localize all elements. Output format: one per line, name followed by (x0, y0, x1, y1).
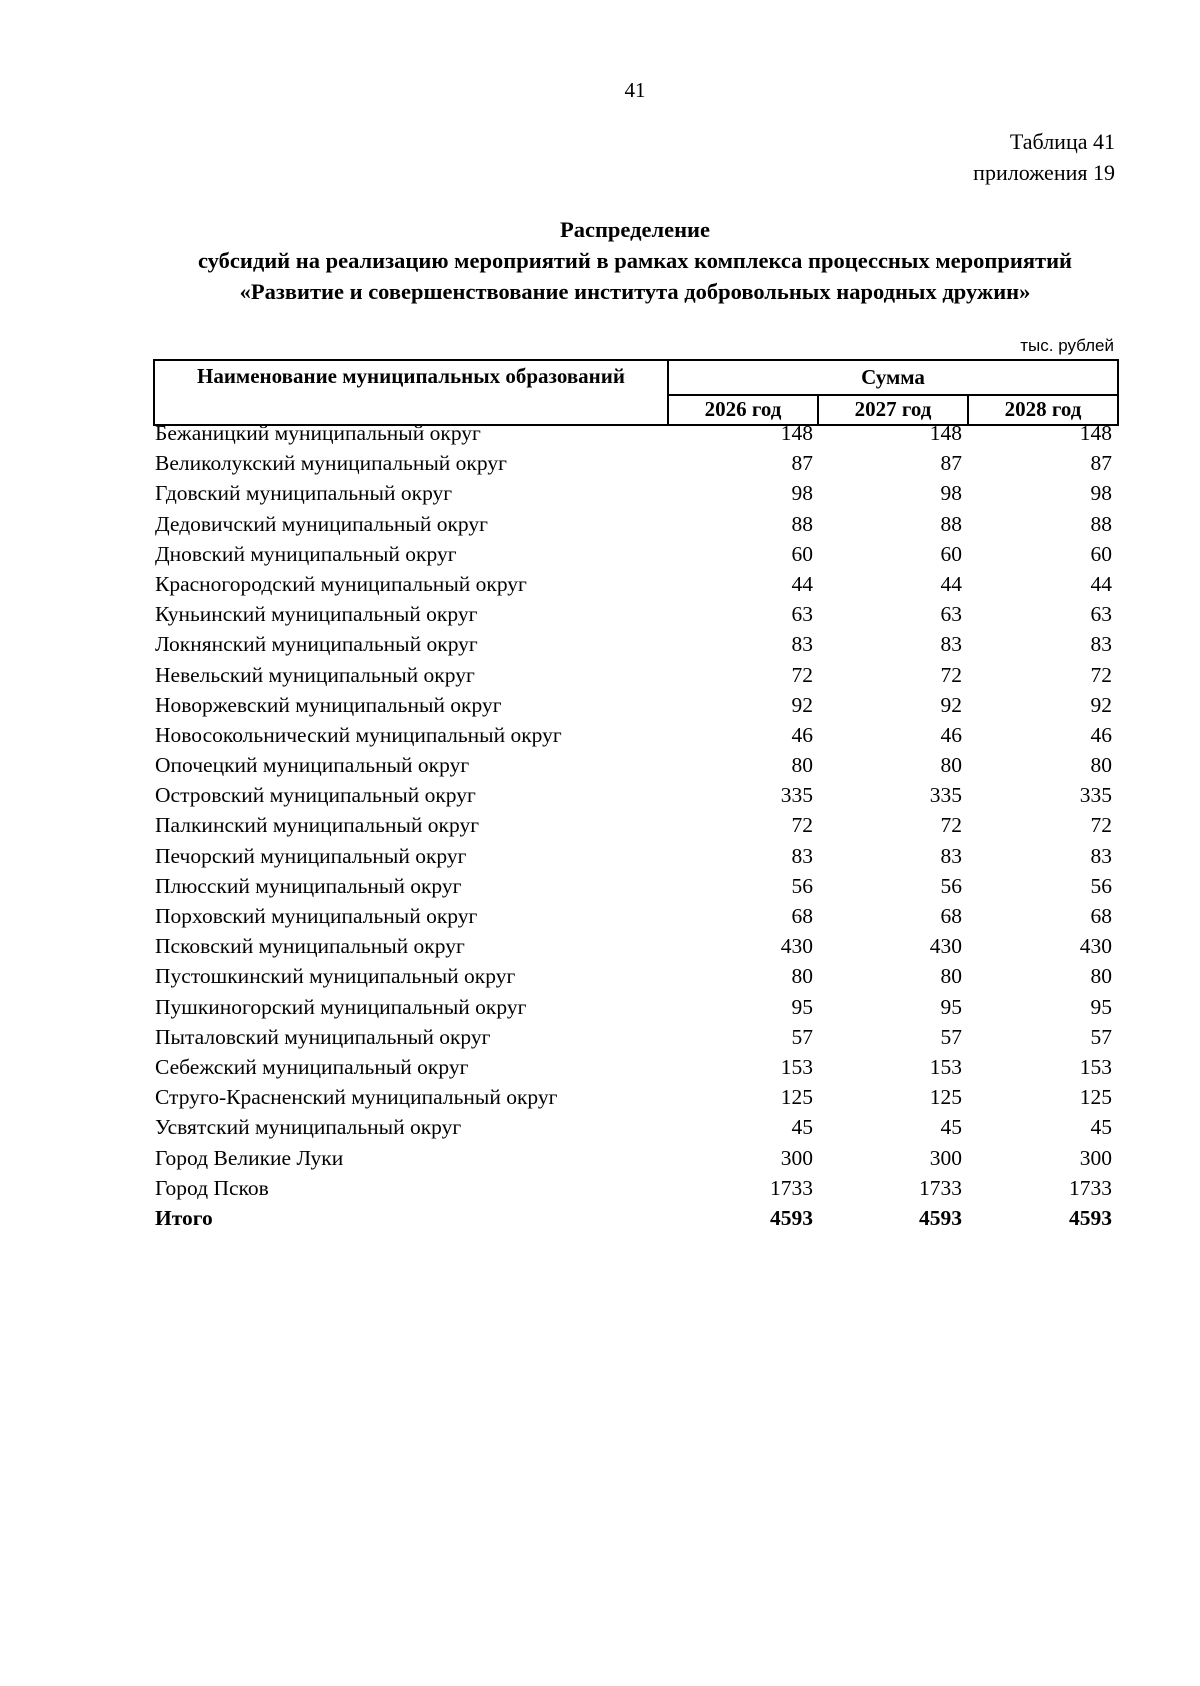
header-year-2027: 2027 год (818, 395, 968, 425)
amount-2027: 148 (929, 421, 962, 445)
municipality-name: Островский муниципальный округ (155, 783, 476, 808)
municipality-name: Печорский муниципальный округ (155, 843, 467, 868)
title-line3: «Развитие и совершенствование института добровольных народных дружин» (239, 279, 1031, 304)
table-row (155, 481, 1115, 511)
amount-2027: 68 (940, 904, 962, 928)
amount-2026: 153 (780, 1054, 813, 1079)
amount-2028: 153 (1079, 1054, 1112, 1079)
amount-2027: 80 (940, 753, 962, 778)
table-ref-line2: приложения 19 (973, 160, 1115, 185)
amount-2028: 56 (1090, 873, 1112, 898)
amount-2026: 80 (791, 964, 813, 989)
units-label: тыс. рублей (1020, 336, 1114, 355)
amount-2027: 72 (940, 662, 962, 687)
amount-2028: 44 (1090, 571, 1112, 596)
amount-2027: 300 (929, 1145, 962, 1170)
municipality-name: Порховский муниципальный округ (155, 904, 478, 928)
amount-2026: 72 (791, 813, 813, 838)
municipality-name: Великолукский муниципальный округ (155, 451, 507, 476)
amount-2026: 63 (791, 602, 813, 627)
amount-2026: 72 (791, 662, 813, 687)
amount-2026: 4593 (770, 1205, 813, 1230)
amount-2027: 44 (940, 571, 962, 596)
table-row (155, 964, 1115, 994)
amount-2028: 80 (1090, 753, 1112, 778)
amount-2028: 87 (1090, 451, 1112, 476)
amount-2027: 45 (940, 1115, 962, 1140)
amount-2026: 125 (780, 1085, 813, 1110)
municipality-name: Усвятский муниципальный округ (155, 1115, 462, 1140)
amount-2026: 83 (791, 632, 813, 657)
amount-2026: 57 (791, 1024, 813, 1049)
municipality-name: Новоржевский муниципальный округ (155, 692, 502, 717)
amount-2027: 95 (940, 994, 962, 1019)
amount-2028: 1733 (1069, 1175, 1112, 1200)
amount-2026: 98 (791, 481, 813, 506)
amount-2026: 95 (791, 994, 813, 1019)
table-row (155, 934, 1115, 964)
municipality-name: Локнянский муниципальный округ (155, 632, 478, 657)
amount-2028: 83 (1090, 843, 1112, 868)
table-row (155, 632, 1115, 662)
table-ref-line1: Таблица 41 (1009, 129, 1115, 154)
title-line2: субсидий на реализацию мероприятий в рамках комплекса процессных мероприятий (197, 248, 1073, 273)
document-title (0, 214, 1200, 307)
municipality-name: Дедовичский муниципальный округ (155, 511, 488, 536)
municipality-name: Плюсский муниципальный округ (155, 873, 462, 898)
municipality-name: Бежаницкий муниципальный округ (155, 421, 481, 445)
table-row (155, 1176, 1115, 1206)
amount-2026: 45 (791, 1115, 813, 1140)
amount-2026: 83 (791, 843, 813, 868)
amount-2026: 56 (791, 873, 813, 898)
table-row (155, 1115, 1115, 1145)
municipality-name: Красногородский муниципальный округ (155, 571, 527, 596)
amount-2028: 68 (1090, 904, 1112, 928)
total-row (155, 1206, 1115, 1236)
table-row (155, 421, 1115, 451)
amount-2028: 430 (1079, 934, 1112, 959)
municipality-name: Невельский муниципальный округ (155, 662, 475, 687)
amount-2028: 148 (1079, 421, 1112, 445)
table-row (155, 783, 1115, 813)
table-row (155, 451, 1115, 481)
page-number: 41 (624, 78, 646, 102)
amount-2027: 83 (940, 843, 962, 868)
amount-2026: 87 (791, 451, 813, 476)
amount-2027: 83 (940, 632, 962, 657)
amount-2026: 88 (791, 511, 813, 536)
amount-2026: 430 (780, 934, 813, 959)
amount-2028: 63 (1090, 602, 1112, 627)
table-row (155, 874, 1115, 904)
total-label: Итого (155, 1205, 213, 1230)
amount-2027: 125 (929, 1085, 962, 1110)
table-row (155, 1146, 1115, 1176)
municipality-name: Палкинский муниципальный округ (155, 813, 480, 838)
amount-2026: 44 (791, 571, 813, 596)
table-row (155, 663, 1115, 693)
municipality-name: Себежский муниципальный округ (155, 1054, 469, 1079)
municipality-name: Пустошкинский муниципальный округ (155, 964, 516, 989)
amount-2028: 300 (1079, 1145, 1112, 1170)
amount-2026: 335 (780, 783, 813, 808)
table-row (155, 1055, 1115, 1085)
municipality-name: Новосокольнический муниципальный округ (155, 722, 562, 747)
amount-2027: 56 (940, 873, 962, 898)
municipality-name: Опочецкий муниципальный округ (155, 753, 470, 778)
table-body (155, 421, 1115, 1236)
table-row (155, 602, 1115, 632)
table-row (155, 1085, 1115, 1115)
amount-2027: 46 (940, 722, 962, 747)
header-year-2026: 2026 год (668, 395, 818, 425)
amount-2027: 63 (940, 602, 962, 627)
table-reference (973, 126, 1115, 188)
amount-2028: 46 (1090, 722, 1112, 747)
table-row (155, 995, 1115, 1025)
amount-2027: 72 (940, 813, 962, 838)
amount-2027: 87 (940, 451, 962, 476)
amount-2026: 68 (791, 904, 813, 928)
amount-2028: 60 (1090, 541, 1112, 566)
amount-2026: 60 (791, 541, 813, 566)
amount-2028: 88 (1090, 511, 1112, 536)
table-row (155, 693, 1115, 723)
amount-2028: 92 (1090, 692, 1112, 717)
municipality-name: Пушкиногорский муниципальный округ (155, 994, 527, 1019)
table-row (155, 844, 1115, 874)
amount-2027: 4593 (919, 1205, 962, 1230)
amount-2026: 46 (791, 722, 813, 747)
municipality-name: Пыталовский муниципальный округ (155, 1024, 491, 1049)
amount-2026: 80 (791, 753, 813, 778)
table-row (155, 542, 1115, 572)
amount-2027: 430 (929, 934, 962, 959)
table-row (155, 572, 1115, 602)
amount-2028: 72 (1090, 662, 1112, 687)
amount-2028: 72 (1090, 813, 1112, 838)
municipality-name: Город Великие Луки (155, 1145, 344, 1170)
table-row (155, 753, 1115, 783)
municipality-name: Гдовский муниципальный округ (155, 481, 453, 506)
municipality-name: Струго-Красненский муниципальный округ (155, 1085, 558, 1110)
amount-2027: 1733 (919, 1175, 962, 1200)
amount-2026: 92 (791, 692, 813, 717)
municipality-name: Куньинский муниципальный округ (155, 602, 478, 627)
header-year-2028: 2028 год (968, 395, 1118, 425)
amount-2026: 1733 (770, 1175, 813, 1200)
table-row (155, 723, 1115, 753)
municipality-name: Город Псков (155, 1175, 269, 1200)
amount-2028: 335 (1079, 783, 1112, 808)
amount-2027: 80 (940, 964, 962, 989)
amount-2028: 95 (1090, 994, 1112, 1019)
amount-2027: 57 (940, 1024, 962, 1049)
table-row (155, 904, 1115, 934)
header-name-column: Наименование муниципальных образований (154, 360, 668, 425)
amount-2028: 4593 (1069, 1205, 1112, 1230)
amount-2028: 57 (1090, 1024, 1112, 1049)
municipality-name: Дновский муниципальный округ (155, 541, 457, 566)
amount-2027: 92 (940, 692, 962, 717)
title-line1: Распределение (559, 217, 711, 242)
header-sum-column: Сумма (668, 360, 1118, 395)
amount-2027: 153 (929, 1054, 962, 1079)
amount-2028: 45 (1090, 1115, 1112, 1140)
table-row (155, 1025, 1115, 1055)
amount-2026: 300 (780, 1145, 813, 1170)
table-row (155, 813, 1115, 843)
amount-2026: 148 (780, 421, 813, 445)
table-header (153, 359, 1119, 426)
table-row (155, 512, 1115, 542)
amount-2028: 83 (1090, 632, 1112, 657)
amount-2027: 335 (929, 783, 962, 808)
amount-2027: 98 (940, 481, 962, 506)
municipality-name: Псковский муниципальный округ (155, 934, 465, 959)
amount-2028: 125 (1079, 1085, 1112, 1110)
amount-2027: 88 (940, 511, 962, 536)
amount-2028: 98 (1090, 481, 1112, 506)
amount-2028: 80 (1090, 964, 1112, 989)
amount-2027: 60 (940, 541, 962, 566)
